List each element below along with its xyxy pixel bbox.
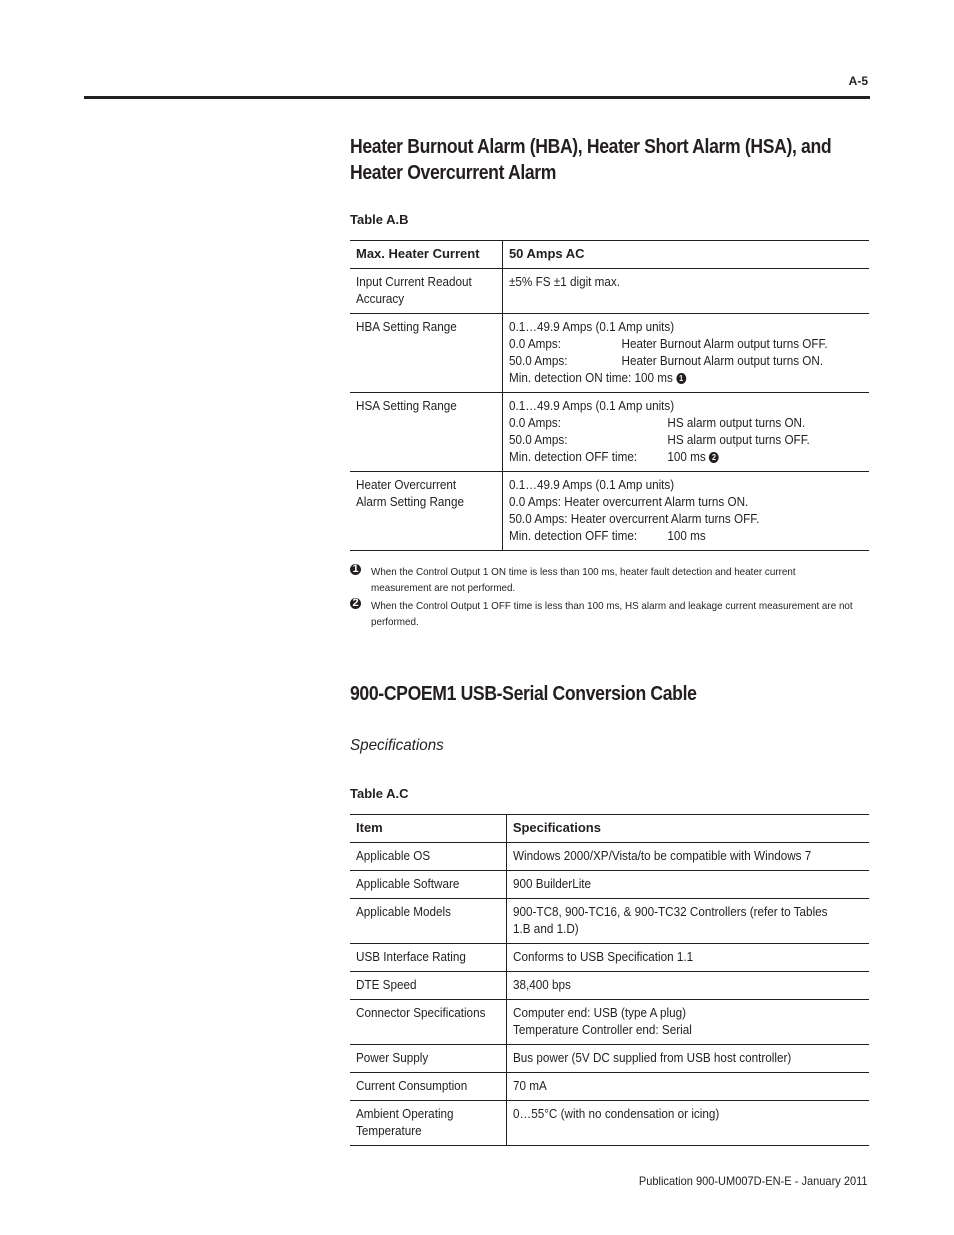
table-row (350, 314, 869, 393)
table-row (350, 899, 869, 944)
item-cell: Applicable OS (350, 843, 506, 871)
item-cell: Connector Specifications (350, 1000, 506, 1045)
item-cell: Applicable Models (350, 899, 506, 944)
item-cell: Current Consumption (350, 1073, 506, 1101)
table-row (350, 1101, 869, 1146)
row-label: Input Current Readout Accuracy (350, 269, 502, 314)
footnote-marker: 2 (350, 598, 361, 609)
table-row (350, 1073, 869, 1101)
spec-cell: Bus power (5V DC supplied from USB host controller) (512, 1050, 792, 1065)
item-cell: USB Interface Rating (350, 944, 506, 972)
section-title-line2: Heater Overcurrent Alarm (350, 162, 557, 184)
table-header-row (350, 815, 869, 843)
table-row (350, 1045, 869, 1073)
heater-alarm-table (350, 240, 869, 551)
spec-cell: Windows 2000/XP/Vista/to be compatible with Windows 7 (512, 848, 812, 863)
row-value: 0.1…49.9 Amps (0.1 Amp units) 0.0 Amps: Heater Burnout Alarm output turns OFF. 50.0 Amps: Heater Burnout Alarm output turns ON. Min. detection ON time: 100 ms 1 (508, 319, 828, 385)
spec-cell: 900-TC8, 900-TC16, & 900-TC32 Controllers (refer to Tables 1.B and 1.D) (512, 904, 828, 936)
row-label: HBA Setting Range (350, 314, 502, 393)
table-row (350, 472, 869, 551)
table-row (350, 871, 869, 899)
footnote: 1 When the Control Output 1 ON time is less than 100 ms, heater fault detection and heater current measurement are not performed. (350, 564, 870, 596)
table-row (350, 944, 869, 972)
spec-cell: 70 mA (512, 1078, 547, 1093)
page-number: A-5 (848, 74, 868, 88)
section-title: 900-CPOEM1 USB-Serial Conversion Cable (350, 683, 697, 705)
spec-cell: 38,400 bps (512, 977, 571, 992)
footnote: 2 When the Control Output 1 OFF time is less than 100 ms, HS alarm and leakage current measurement are not performed. (350, 598, 870, 630)
section-title-line1: Heater Burnout Alarm (HBA), Heater Short Alarm (HSA), and (350, 136, 832, 158)
row-value: ±5% FS ±1 digit max. (508, 274, 620, 289)
item-cell: Applicable Software (350, 871, 506, 899)
footnote-marker: 1 (350, 564, 361, 575)
header-cell: Max. Heater Current (350, 241, 502, 269)
header-cell: 50 Amps AC (508, 246, 585, 261)
section-title (350, 134, 831, 186)
spec-cell: Conforms to USB Specification 1.1 (512, 949, 693, 964)
footnote-marker: 1 (676, 373, 686, 384)
header-cell: Item (350, 815, 506, 843)
publication-footer: Publication 900-UM007D-EN-E - January 2011 (639, 1174, 868, 1188)
row-value: 0.1…49.9 Amps (0.1 Amp units) 0.0 Amps: Heater overcurrent Alarm turns ON. 50.0 Amps: Heater overcurrent Alarm turns OFF. Min. detection OFF time: 100 ms (508, 477, 760, 543)
table-row (350, 1000, 869, 1045)
row-label: HSA Setting Range (350, 393, 502, 472)
footnote-marker: 2 (709, 452, 719, 463)
item-cell: Power Supply (350, 1045, 506, 1073)
item-cell: Ambient Operating Temperature (350, 1101, 506, 1146)
table-header-row (350, 241, 869, 269)
spec-cell: 900 BuilderLite (512, 876, 591, 891)
header-cell: Specifications (512, 820, 601, 835)
table-row (350, 393, 869, 472)
table-row (350, 843, 869, 871)
table-caption-ab: Table A.B (350, 212, 409, 227)
table-row (350, 972, 869, 1000)
row-value: 0.1…49.9 Amps (0.1 Amp units) 0.0 Amps: HS alarm output turns ON. 50.0 Amps: HS alarm output turns OFF. Min. detection OFF time: 100 ms 2 (508, 398, 810, 464)
row-label: Heater Overcurrent Alarm Setting Range (350, 472, 502, 551)
table-caption-ac: Table A.C (350, 786, 409, 801)
usb-cable-spec-table (350, 814, 869, 1146)
spec-cell: Computer end: USB (type A plug) Temperature Controller end: Serial (512, 1005, 692, 1037)
item-cell: DTE Speed (350, 972, 506, 1000)
spec-cell: 0…55°C (with no condensation or icing) (512, 1106, 720, 1121)
header-rule (84, 96, 870, 99)
subsection-title: Specifications (350, 737, 444, 754)
table-row (350, 269, 869, 314)
